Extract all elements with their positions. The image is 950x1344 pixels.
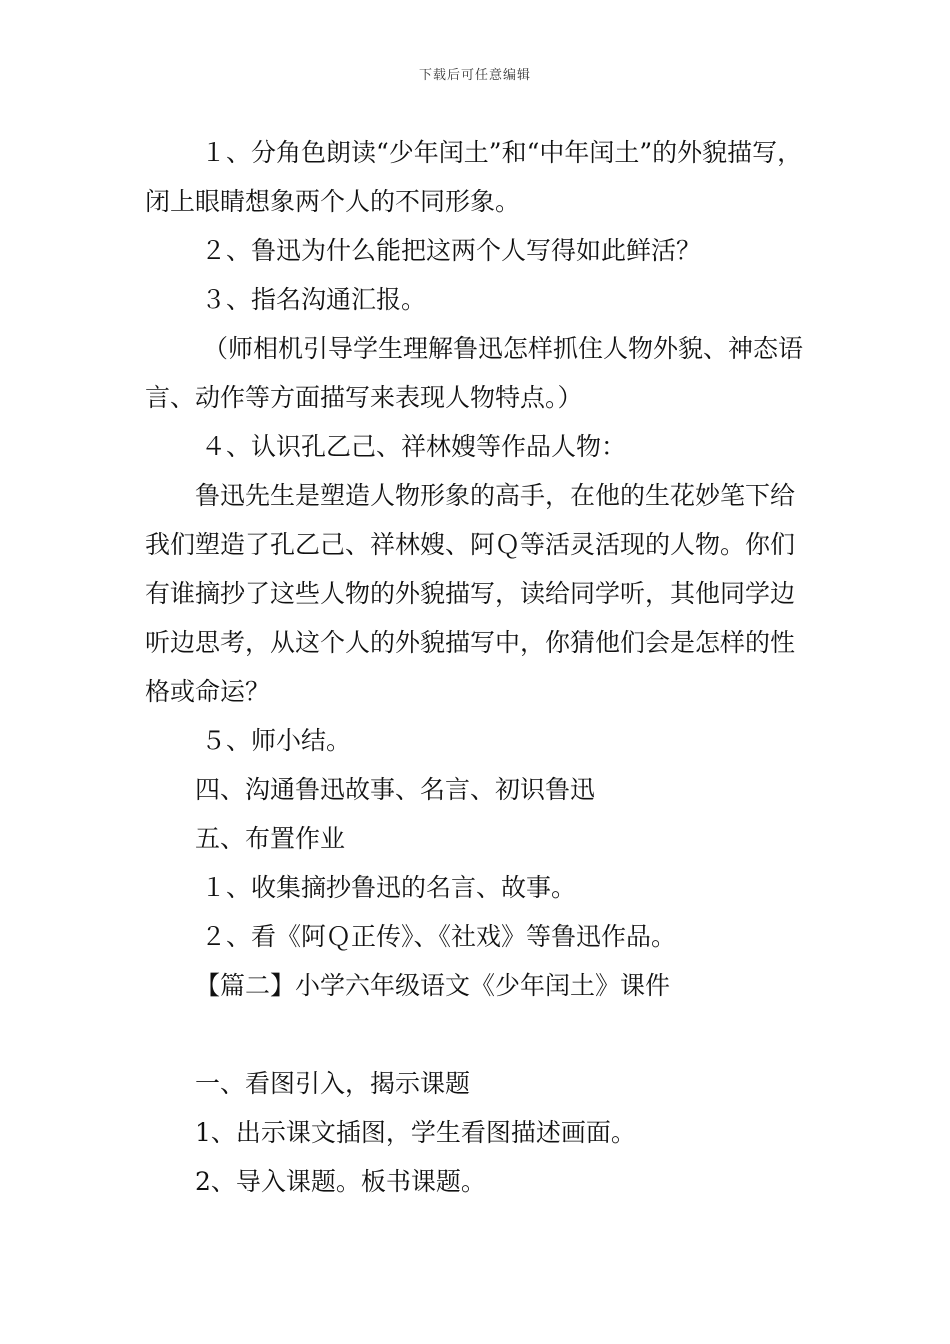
paragraph-5: ４、认识孔乙己、祥林嫂等作品人物： [201,432,627,461]
paragraph-8: １、收集摘抄鲁迅的名言、故事。 [201,873,577,902]
page-header: 下载后可任意编辑 [418,68,531,83]
paragraph-2: ２、鲁迅为什么能把这两个人写得如此鲜活？ [201,236,702,265]
paragraph-3: ３、指名沟通汇报。 [201,285,427,314]
paragraph-11: 2、导入课题。板书课题。 [195,1167,486,1196]
paragraph-9: ２、看《阿Ｑ正传》、《社戏》等鲁迅作品。 [201,922,677,951]
section-heading-1: 一、看图引入，揭示课题 [195,1069,471,1098]
paragraph-7: ５、师小结。 [201,726,352,755]
paragraph-10: 1、出示课文插图，学生看图描述画面。 [195,1118,636,1147]
section-heading-4: 四、沟通鲁迅故事、名言、初识鲁迅 [195,775,596,804]
blank-line [145,1010,810,1059]
document-body [145,128,810,1206]
paragraph-4: （师相机引导学生理解鲁迅怎样抓住人物外貌、神态语言、动作等方面描写来表现人物特点。） [145,334,804,412]
section-heading-5: 五、布置作业 [195,824,346,853]
paragraph-1: １、分角色朗读“少年闰土”和“中年闰土”的外貌描写，闭上眼睛想象两个人的不同形象。 [145,138,803,216]
chapter-heading: 【篇二】小学六年级语文《少年闰土》课件 [195,971,671,1000]
paragraph-6: 鲁迅先生是塑造人物形象的高手，在他的生花妙笔下给我们塑造了孔乙己、祥林嫂、阿Ｑ等活灵活现的人物。你们有谁摘抄了这些人物的外貌描写，读给同学听，其他同学边听边思考，从这个人的外貌描写中，你猜他们会是怎样的性格或命运？ [145,481,796,706]
